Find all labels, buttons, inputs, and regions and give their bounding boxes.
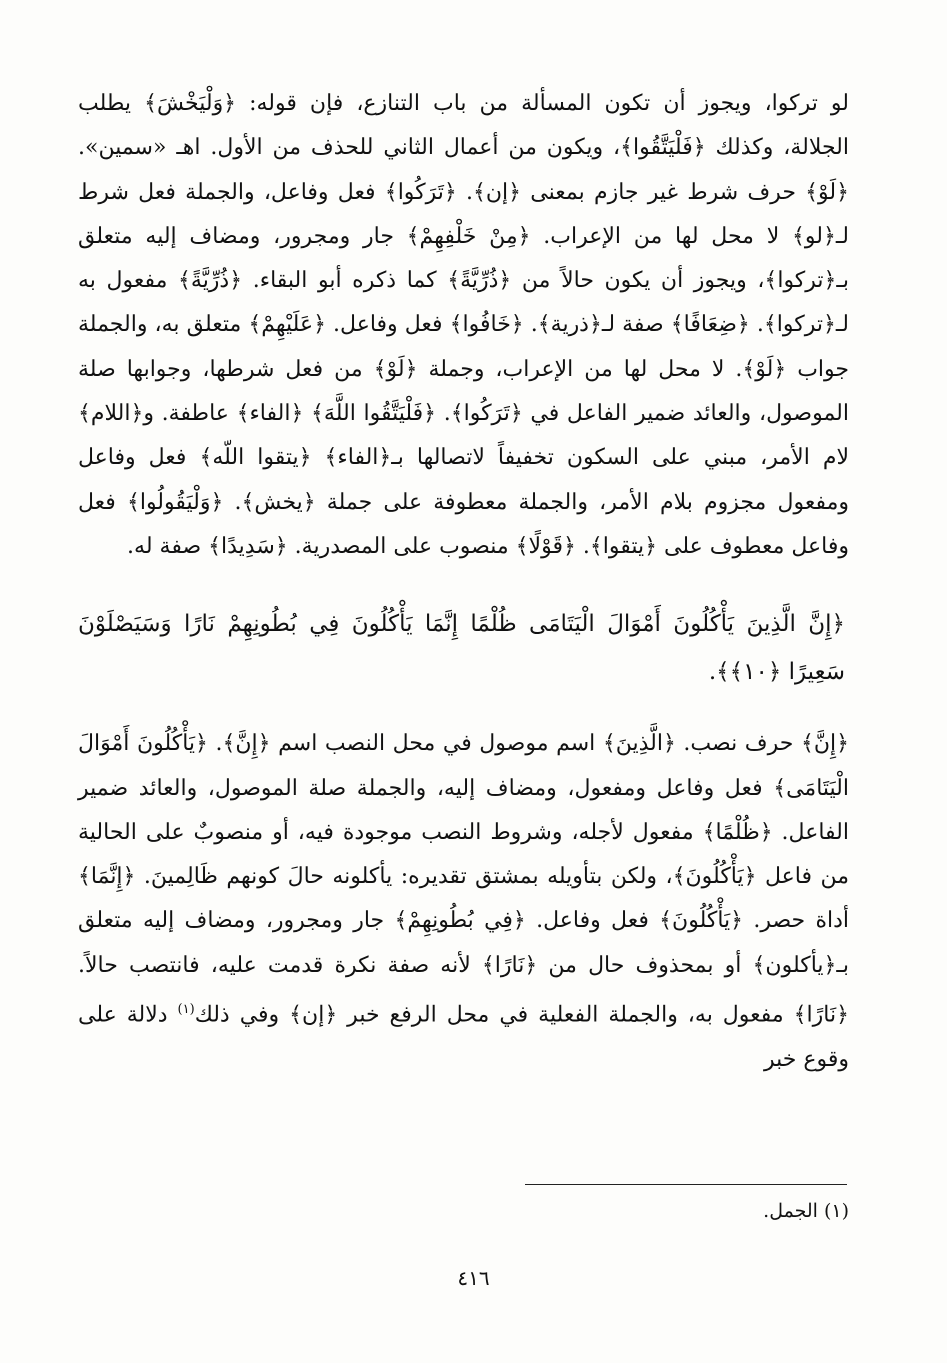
commentary-paragraph-2-tail: دلالة على وقوع خبر [78, 1002, 849, 1072]
commentary-paragraph-1: لو تركوا، ويجوز أن تكون المسألة من باب التنازع، فإن قوله: ﴿وَلْيَخْشَ﴾ يطلب الجلالة، وكذلك ﴿فَلْيَتَّقُوا﴾، ويكون من أعمال الثاني للحذف من الأول. اهـ «سمين». ﴿لَوْ﴾ حرف شرط غير جازم بمعنى ﴿إن﴾. ﴿تَرَكُوا﴾ فعل وفاعل، والجملة فعل شرط لـ﴿لو﴾ لا محل لها من الإعراب. ﴿مِنْ خَلْفِهِمْ﴾ جار ومجرور، ومضاف إليه متعلق بـ﴿تركوا﴾، ويجوز أن يكون حالاً من ﴿ذُرِّيَّةً﴾ كما ذكره أبو البقاء. ﴿ذُرِّيَّةً﴾ مفعول به لـ﴿تركوا﴾. ﴿ضِعَافًا﴾ صفة لـ﴿ذرية﴾. ﴿خَافُوا﴾ فعل وفاعل. ﴿عَلَيْهِمْ﴾ متعلق به، والجملة جواب ﴿لَوْ﴾. لا محل لها من الإعراب، وجملة ﴿لَوْ﴾ من فعل شرطها، وجوابها صلة الموصول، والعائد ضمير الفاعل في ﴿تَرَكُوا﴾. ﴿فَلْيَتَّقُوا اللَّهَ﴾ ﴿الفاء﴾ عاطفة. و﴿اللام﴾ لام الأمر، مبني على السكون تخفيفاً لاتصالها بـ﴿الفاء﴾ ﴿يتقوا اللّه﴾ فعل وفاعل ومفعول مجزوم بلام الأمر، والجملة معطوفة على جملة ﴿يخش﴾. ﴿وَلْيَقُولُوا﴾ فعل وفاعل معطوف على ﴿يتقوا﴾. ﴿قَوْلًا﴾ منصوب على المصدرية. ﴿سَدِيدًا﴾ صفة له. [78, 91, 849, 559]
footnote-reference: (١) [177, 1002, 195, 1018]
footnote: (١) الجمل. [763, 1200, 849, 1222]
page-number: ٤١٦ [457, 1266, 490, 1290]
commentary-paragraph-2-text: ﴿إِنَّ﴾ حرف نصب. ﴿الَّذِينَ﴾ اسم موصول في محل النصب اسم ﴿إِنَّ﴾. ﴿يَأْكُلُونَ أَمْوَالَ الْيَتَامَى﴾ فعل وفاعل ومفعول، ومضاف إليه، والجملة صلة الموصول، والعائد ضمير الفاعل. ﴿ظُلْمًا﴾ مفعول لأجله، وشروط النصب موجودة فيه، أو منصوبٌ على الحالية من فاعل ﴿يَأْكُلُونَ﴾، ولكن بتأويله بمشتق تقديره: يأكلونه حالَ كونهم ظَالِمينَ. ﴿إِنَّمَا﴾ أداة حصر. ﴿يَأْكُلُونَ﴾ فعل وفاعل. ﴿فِي بُطُونِهِمْ﴾ جار ومجرور، ومضاف إليه متعلق بـ﴿يأكلون﴾ أو بمحذوف حال من ﴿نَارًا﴾ لأنه صفة نكرة قدمت عليه، فانتصب حالاً. ﴿نَارًا﴾ مفعول به، والجملة الفعلية في محل الرفع خبر ﴿إن﴾ وفي ذلك [78, 731, 850, 1028]
commentary-paragraph-2 [78, 722, 849, 1082]
page-body [78, 82, 849, 1082]
quran-verse: ﴿إِنَّ الَّذِينَ يَأْكُلُونَ أَمْوَالَ الْيَتَامَى ظُلْمًا إِنَّمَا يَأْكُلُونَ فِي بُطُونِهِمْ نَارًا وَسَيَصْلَوْنَ سَعِيرًا ﴿١٠﴾﴾. [78, 611, 845, 686]
footnote-divider [525, 1184, 847, 1185]
